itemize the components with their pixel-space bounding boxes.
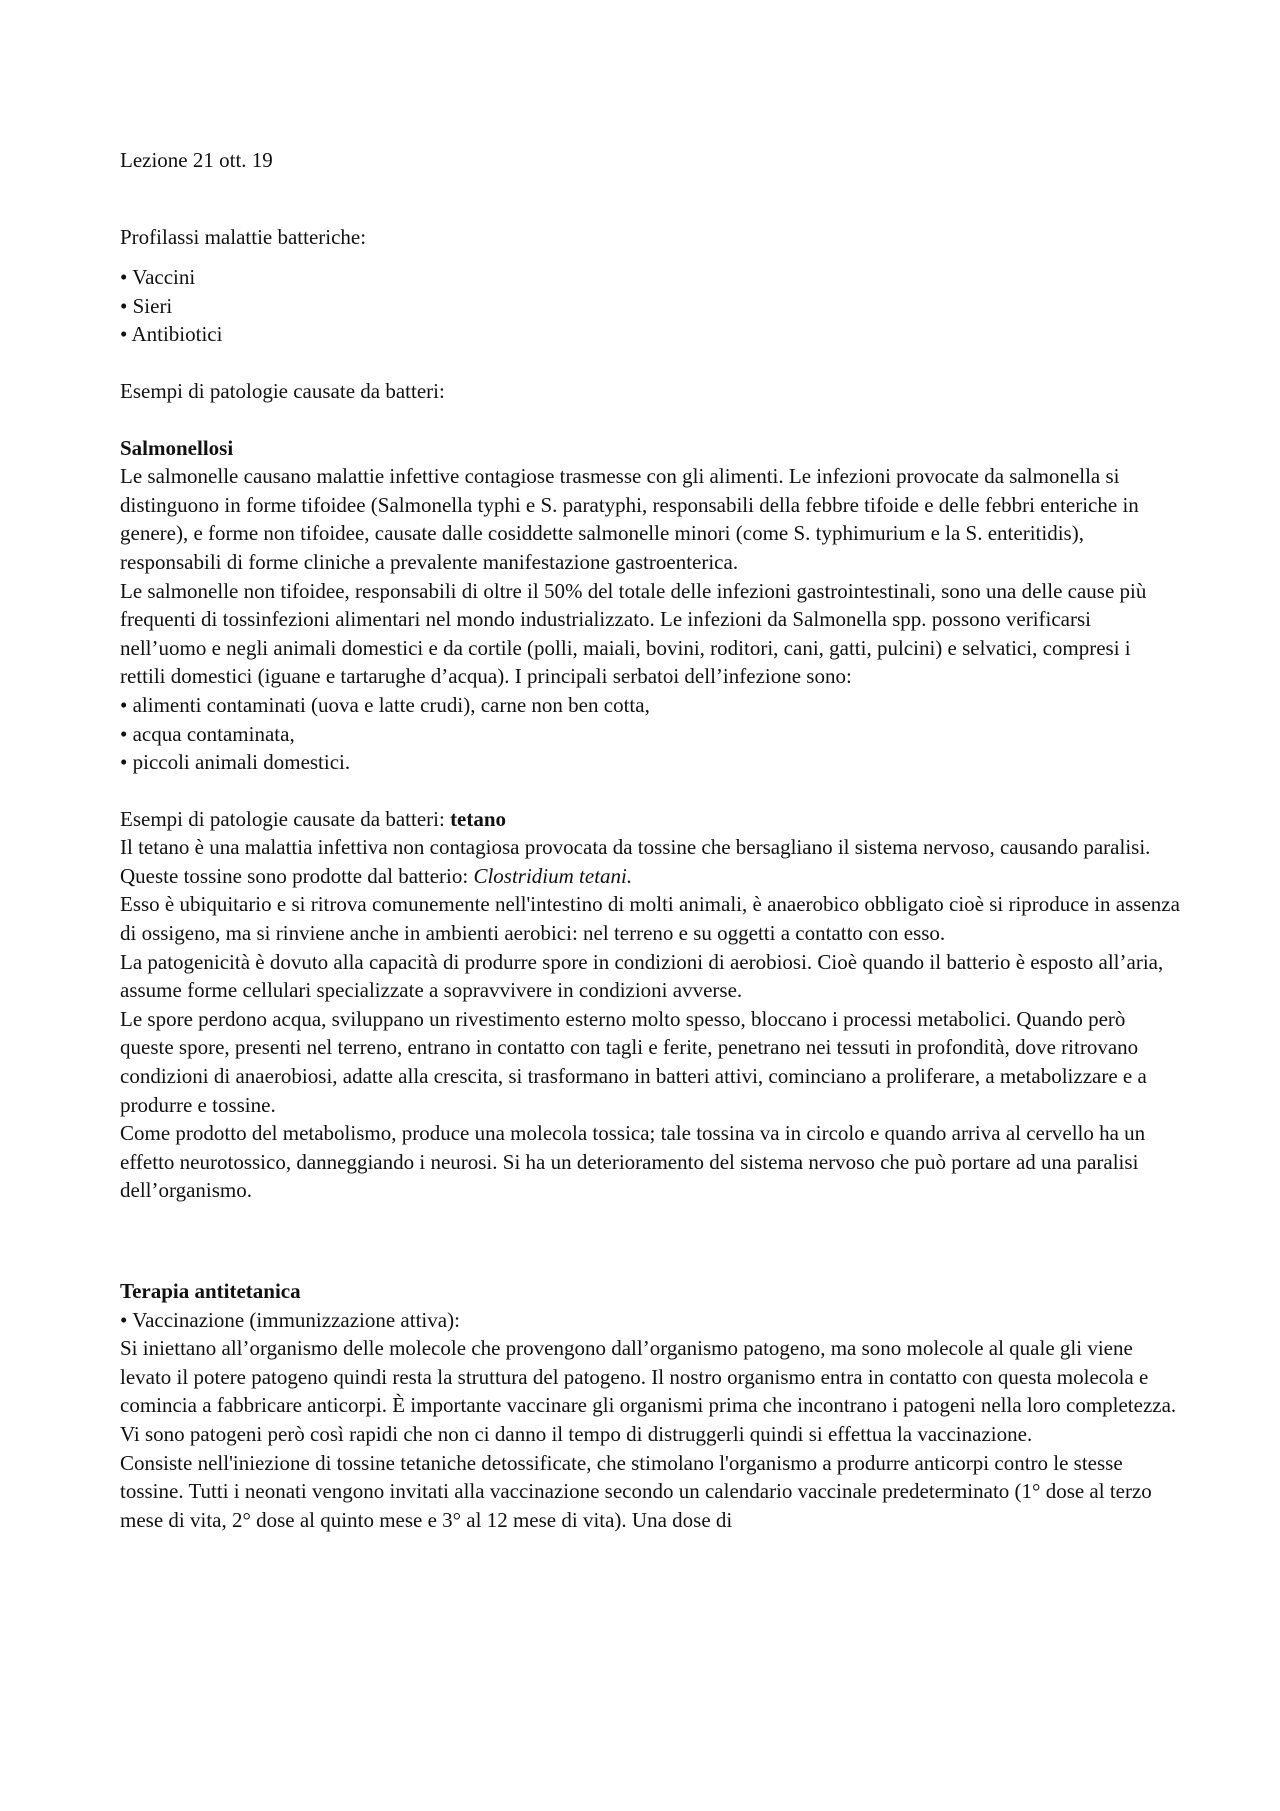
bullet-icon: • — [120, 721, 128, 746]
lesson-date: Lezione 21 ott. 19 — [120, 148, 273, 172]
salmonellosi-paragraph-2: Le salmonelle non tifoidee, responsabili di oltre il 50% del totale delle infezioni gastrointestinali, sono una delle cause più frequenti di tossinfezioni alimentari nel mondo industrializzato. Le infezioni da Salmonella spp. possono verificarsi nell’uomo e negli animali domestici e da cortile (polli, maiali, bovini, roditori, cani, gatti, pulcini) e selvatici, compresi i rettili domestici (iguane e tartarughe d’acqua). I principali serbatoi dell’infezione sono: — [120, 578, 1147, 689]
tetano-paragraph-6: Come prodotto del metabolismo, produce una molecola tossica; tale tossina va in circolo e quando arriva al cervello ha un effetto neurotossico, danneggiando i neurosi. Si ha un deterioramento del sistema nervoso che può portare ad una paralisi dell’organismo. — [120, 1121, 1146, 1203]
tetano-keyword: tetano — [450, 806, 507, 831]
list-item: • piccoli animali domestici. — [120, 750, 351, 775]
terapia-heading: Terapia antitetanica — [120, 1279, 301, 1303]
terapia-paragraph-2: Consiste nell'iniezione di tossine tetaniche detossificate, che stimolano l'organismo a produrre anticorpi contro le stesse tossine. Tutti i neonati vengono invitati alla vaccinazione secondo un calendario vaccinale predeterminato (1° dose al terzo mese di vita, 2° dose al quinto mese e 3° al 12 mese di vita). Una dose di — [120, 1450, 1152, 1532]
bullet-icon: • — [120, 293, 128, 318]
document-page — [120, 146, 1180, 1534]
salmonellosi-sources-list — [120, 691, 1180, 777]
bullet-icon: • — [120, 750, 128, 775]
profilassi-title: Profilassi malattie batteriche: — [120, 224, 367, 249]
tetano-paragraph-4: La patogenicità è dovuto alla capacità di produrre spore in condizioni di aerobiosi. Cioè quando il batterio è esposto all’aria, assume forme cellulari specializzate a sopravvivere in condizioni avverse. — [120, 949, 1164, 1003]
bullet-icon: • — [120, 692, 128, 717]
list-item: • acqua contaminata, — [120, 721, 295, 746]
bacterium-name: Clostridium tetani. — [473, 863, 633, 888]
list-item: • Vaccini — [120, 265, 196, 290]
terapia-bullet: • Vaccinazione (immunizzazione attiva): — [120, 1307, 460, 1332]
list-item: • alimenti contaminati (uova e latte crudi), carne non ben cotta, — [120, 692, 650, 717]
bullet-icon: • — [120, 265, 128, 290]
salmonellosi-paragraph-1: Le salmonelle causano malattie infettive contagiose trasmesse con gli alimenti. Le infezioni provocate da salmonella si distinguono in forme tifoidee (Salmonella typhi e S. paratyphi, responsabili della febbre tifoide e delle febbri enteriche in genere), e forme non tifoidee, causate dalle cosiddette salmonelle minori (come S. typhimurium e la S. enteritidis), responsabili di forme cliniche a prevalente manifestazione gastroenterica. — [120, 464, 1139, 574]
list-item: • Antibiotici — [120, 322, 223, 347]
tetano-paragraph-2: Queste tossine sono prodotte dal batterio: Clostridium tetani. — [120, 863, 633, 888]
tetano-intro: Esempi di patologie causate da batteri: tetano — [120, 806, 507, 831]
list-item: • Sieri — [120, 293, 173, 318]
profilassi-list — [120, 263, 1180, 349]
bullet-icon: • — [120, 1307, 128, 1332]
salmonellosi-heading: Salmonellosi — [120, 435, 234, 460]
bullet-icon: • — [120, 322, 128, 347]
tetano-paragraph-5: Le spore perdono acqua, sviluppano un rivestimento esterno molto spesso, bloccano i processi metabolici. Quando però queste spore, presenti nel terreno, entrano in contatto con tagli e ferite, penetrano nei tessuti in profondità, dove ritrovano condizioni di anaerobiosi, adatte alla crescita, si trasformano in batteri attivi, cominciano a proliferare, a metabolizzare e a produrre e tossine. — [120, 1006, 1147, 1117]
terapia-paragraph-1: Si iniettano all’organismo delle molecole che provengono dall’organismo patogeno, ma sono molecole al quale gli viene levato il potere patogeno quindi resta la struttura del patogeno. Il nostro organismo entra in contatto con questa molecola e comincia a fabbricare anticorpi. È importante vaccinare gli organismi prima che incontrano i patogeni nella loro completezza. Vi sono patogeni però così rapidi che non ci danno il tempo di distruggerli quindi si effettua la vaccinazione. — [120, 1336, 1177, 1446]
esempi-intro: Esempi di patologie causate da batteri: — [120, 378, 445, 403]
tetano-paragraph-3: Esso è ubiquitario e si ritrova comunemente nell'intestino di molti animali, è anaerobico obbligato cioè si riproduce in assenza di ossigeno, ma si rinviene anche in ambienti aerobici: nel terreno e su oggetti a contatto con esso. — [120, 892, 1180, 946]
tetano-paragraph-1: Il tetano è una malattia infettiva non contagiosa provocata da tossine che bersagliano il sistema nervoso, causando paralisi. — [120, 835, 1151, 860]
